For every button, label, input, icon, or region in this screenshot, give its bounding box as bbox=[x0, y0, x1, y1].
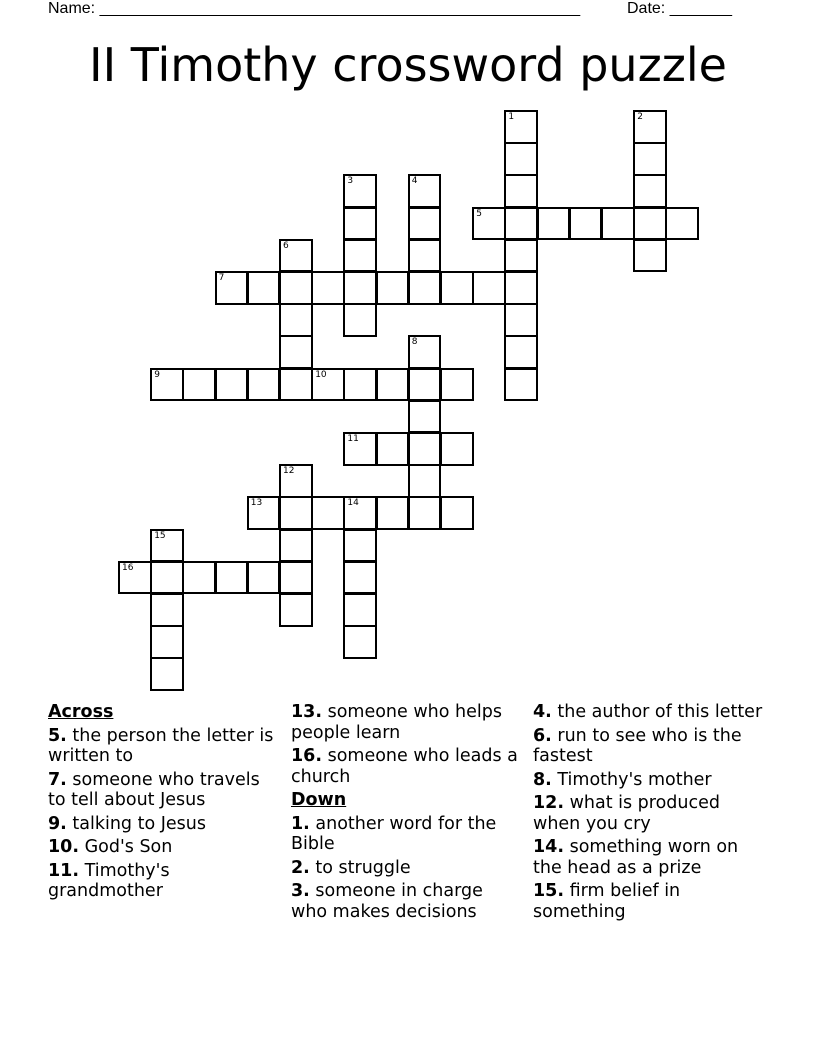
clue-number: 7. bbox=[48, 769, 67, 790]
grid-cell[interactable] bbox=[343, 593, 377, 627]
grid-cell[interactable] bbox=[247, 271, 281, 305]
cell-number: 13 bbox=[250, 498, 263, 509]
page-title: II Timothy crossword puzzle bbox=[89, 38, 727, 92]
grid-cell[interactable] bbox=[633, 174, 667, 208]
grid-cell[interactable] bbox=[118, 561, 152, 595]
grid-cell[interactable] bbox=[279, 335, 313, 369]
clue-text: God's Son bbox=[79, 837, 173, 857]
grid-cell[interactable] bbox=[472, 271, 506, 305]
clue-text: something worn on the head as a prize bbox=[533, 837, 739, 878]
grid-cell[interactable] bbox=[343, 496, 377, 530]
grid-cell[interactable] bbox=[247, 368, 281, 402]
cell-number: 11 bbox=[347, 434, 359, 444]
clue-down-8 bbox=[533, 770, 765, 791]
cell-number: 10 bbox=[315, 369, 327, 380]
grid-cell[interactable] bbox=[633, 207, 667, 241]
cell-number: 14 bbox=[347, 498, 359, 509]
clue-across-9 bbox=[48, 814, 280, 835]
grid-cell[interactable] bbox=[215, 271, 249, 305]
clue-number: 14. bbox=[533, 837, 565, 857]
grid-cell[interactable] bbox=[343, 561, 377, 595]
grid-cell[interactable] bbox=[408, 368, 442, 402]
grid-cell[interactable] bbox=[504, 110, 538, 144]
clue-number: 9. bbox=[48, 813, 67, 834]
grid-cell[interactable] bbox=[440, 271, 474, 305]
grid-cell[interactable] bbox=[408, 271, 442, 305]
cell-number: 8 bbox=[411, 337, 418, 348]
grid-cell[interactable] bbox=[408, 335, 442, 369]
grid-cell[interactable] bbox=[247, 561, 281, 595]
clue-down-3 bbox=[291, 881, 523, 922]
grid-cell[interactable] bbox=[504, 207, 538, 241]
grid-cell[interactable] bbox=[150, 529, 184, 563]
across-heading: Across bbox=[48, 702, 114, 722]
grid-cell[interactable] bbox=[376, 271, 410, 305]
grid-cell[interactable] bbox=[504, 142, 538, 176]
grid-cell[interactable] bbox=[408, 400, 442, 434]
clue-column-3 bbox=[533, 702, 765, 925]
clue-text: the author of this letter bbox=[551, 702, 763, 722]
grid-cell[interactable] bbox=[504, 271, 538, 305]
grid-cell[interactable] bbox=[182, 561, 216, 595]
grid-cell[interactable] bbox=[343, 529, 377, 563]
grid-cell[interactable] bbox=[408, 207, 442, 241]
clue-text: the person the letter is written to bbox=[48, 725, 274, 766]
clue-text: someone in charge who makes decisions bbox=[291, 881, 483, 922]
cell-number: 5 bbox=[476, 208, 482, 219]
grid-cell[interactable] bbox=[343, 207, 377, 241]
clue-down-4 bbox=[533, 702, 765, 723]
grid-cell[interactable] bbox=[150, 657, 184, 691]
cell-number: 1 bbox=[508, 112, 515, 122]
grid-cell[interactable] bbox=[279, 593, 313, 627]
grid-cell[interactable] bbox=[279, 303, 313, 337]
grid-cell[interactable] bbox=[311, 271, 345, 305]
grid-cell[interactable] bbox=[279, 561, 313, 595]
clue-text: Timothy's grandmother bbox=[48, 860, 170, 901]
grid-cell[interactable] bbox=[150, 625, 184, 659]
clue-number: 6. bbox=[533, 725, 552, 746]
grid-cell[interactable] bbox=[247, 496, 281, 530]
clue-number: 16. bbox=[291, 746, 323, 766]
grid-cell[interactable] bbox=[440, 368, 474, 402]
grid-cell[interactable] bbox=[150, 593, 184, 627]
clue-text: to struggle bbox=[309, 857, 411, 878]
clue-text: Timothy's mother bbox=[551, 769, 712, 790]
clue-number: 5. bbox=[48, 725, 67, 746]
clue-number: 11. bbox=[48, 860, 80, 881]
cell-number: 4 bbox=[411, 176, 418, 187]
grid-cell[interactable] bbox=[601, 207, 635, 241]
clue-across-10 bbox=[48, 837, 280, 858]
clue-column-2 bbox=[291, 702, 523, 925]
grid-cell[interactable] bbox=[440, 432, 474, 466]
clue-across-16 bbox=[291, 746, 523, 787]
grid-cell[interactable] bbox=[343, 368, 377, 402]
clue-down-14 bbox=[533, 837, 765, 878]
clue-number: 1. bbox=[291, 813, 310, 834]
grid-cell[interactable] bbox=[408, 239, 442, 273]
grid-cell[interactable] bbox=[376, 368, 410, 402]
grid-cell[interactable] bbox=[279, 368, 313, 402]
grid-cell[interactable] bbox=[408, 432, 442, 466]
cell-number: 6 bbox=[283, 240, 289, 251]
grid-cell[interactable] bbox=[504, 368, 538, 402]
cell-number: 16 bbox=[122, 562, 134, 573]
grid-cell[interactable] bbox=[408, 464, 442, 498]
grid-cell[interactable] bbox=[408, 174, 442, 208]
grid-cell[interactable] bbox=[376, 496, 410, 530]
grid-cell[interactable] bbox=[633, 142, 667, 176]
grid-cell[interactable] bbox=[279, 271, 313, 305]
grid-cell[interactable] bbox=[215, 561, 249, 595]
cell-number: 7 bbox=[218, 273, 225, 283]
cell-number: 12 bbox=[283, 466, 295, 477]
grid-cell[interactable] bbox=[665, 207, 699, 241]
grid-cell[interactable] bbox=[504, 174, 538, 208]
clue-number: 13. bbox=[291, 702, 323, 722]
grid-cell[interactable] bbox=[504, 335, 538, 369]
clue-down-1 bbox=[291, 814, 523, 855]
clue-text: someone who leads a church bbox=[291, 746, 518, 787]
cell-number: 15 bbox=[154, 530, 166, 541]
clue-number: 12. bbox=[533, 793, 565, 813]
grid-cell[interactable] bbox=[504, 303, 538, 337]
grid-cell[interactable] bbox=[279, 239, 313, 273]
name-line: Name: ______________________________________________________ bbox=[48, 0, 581, 17]
grid-cell[interactable] bbox=[279, 464, 313, 498]
clue-across-13 bbox=[291, 702, 523, 743]
grid-cell[interactable] bbox=[150, 561, 184, 595]
clue-down-12 bbox=[533, 793, 765, 834]
grid-cell[interactable] bbox=[215, 368, 249, 402]
clue-down-2 bbox=[291, 858, 523, 879]
grid-cell[interactable] bbox=[633, 239, 667, 273]
grid-cell[interactable] bbox=[504, 239, 538, 273]
grid-cell[interactable] bbox=[343, 432, 377, 466]
grid-cell[interactable] bbox=[440, 496, 474, 530]
clue-down-15 bbox=[533, 881, 765, 922]
grid-cell[interactable] bbox=[279, 496, 313, 530]
grid-cell[interactable] bbox=[311, 496, 345, 530]
clue-text: what is produced when you cry bbox=[533, 793, 720, 834]
clue-across-11 bbox=[48, 861, 280, 902]
clue-number: 2. bbox=[291, 857, 310, 878]
grid-cell[interactable] bbox=[343, 174, 377, 208]
cell-number: 9 bbox=[154, 369, 160, 380]
clue-down-6 bbox=[533, 726, 765, 767]
clue-text: another word for the Bible bbox=[291, 813, 497, 854]
clue-across-7 bbox=[48, 770, 280, 811]
date-line: Date: _______ bbox=[627, 0, 732, 17]
clue-number: 15. bbox=[533, 881, 565, 901]
clue-number: 3. bbox=[291, 881, 310, 901]
clue-number: 8. bbox=[533, 769, 552, 790]
clue-text: firm belief in something bbox=[533, 881, 681, 922]
clue-text: someone who travels to tell about Jesus bbox=[48, 769, 260, 810]
down-heading: Down bbox=[291, 790, 347, 810]
grid-cell[interactable] bbox=[343, 239, 377, 273]
grid-cell[interactable] bbox=[343, 303, 377, 337]
clue-across-5 bbox=[48, 726, 280, 767]
grid-cell[interactable] bbox=[150, 368, 184, 402]
cell-number: 3 bbox=[347, 176, 354, 187]
grid-cell[interactable] bbox=[408, 496, 442, 530]
clue-number: 4. bbox=[533, 702, 552, 722]
grid-cell[interactable] bbox=[569, 207, 603, 241]
grid-cell[interactable] bbox=[311, 368, 345, 402]
grid-cell[interactable] bbox=[182, 368, 216, 402]
clue-number: 10. bbox=[48, 837, 80, 857]
grid-cell[interactable] bbox=[343, 625, 377, 659]
grid-cell[interactable] bbox=[537, 207, 571, 241]
grid-cell[interactable] bbox=[376, 432, 410, 466]
clue-text: talking to Jesus bbox=[66, 813, 206, 834]
grid-cell[interactable] bbox=[343, 271, 377, 305]
grid-cell[interactable] bbox=[472, 207, 506, 241]
clue-text: someone who helps people learn bbox=[291, 702, 502, 743]
cell-number: 2 bbox=[637, 112, 643, 122]
grid-cell[interactable] bbox=[633, 110, 667, 144]
clue-text: run to see who is the fastest bbox=[533, 725, 742, 766]
clue-column-1 bbox=[48, 702, 280, 905]
grid-cell[interactable] bbox=[279, 529, 313, 563]
